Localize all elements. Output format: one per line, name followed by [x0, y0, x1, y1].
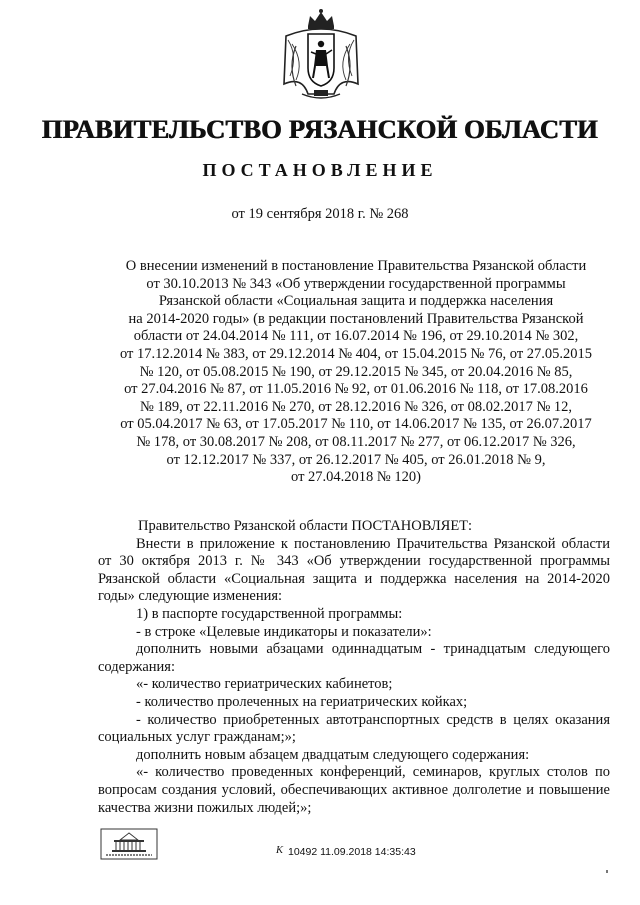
ryazan-coat-of-arms-icon — [278, 6, 364, 106]
registration-info: 10492 11.09.2018 14:35:43 — [288, 846, 416, 858]
government-title: ПРАВИТЕЛЬСТВО РЯЗАНСКОЙ ОБЛАСТИ — [41, 114, 599, 144]
body-paragraph: - в строке «Целевые индикаторы и показатели»: — [136, 623, 432, 640]
subject-line: от 17.12.2014 № 383, от 29.12.2014 № 404, от 15.04.2015 № 76, от 27.05.2015 — [119, 345, 593, 362]
body-paragraph: Внести в приложение к постановлению Прачительства Рязанской области от 30 октября 2013 г. № 343 «Об утверждении государственной программы Рязанской области «Социальная защита и поддержка населения на 2014-2020 годы» следующие изменения: — [98, 535, 610, 605]
document-subject — [96, 258, 616, 487]
document-type: ПОСТАНОВЛЕНИЕ — [202, 160, 438, 180]
subject-line: № 189, от 22.11.2016 № 270, от 28.12.2016 № 326, от 08.02.2017 № 12, — [139, 398, 573, 415]
subject-line: от 12.12.2017 № 337, от 26.12.2017 № 405, от 26.01.2018 № 9, — [166, 451, 546, 468]
registration-mark: К — [276, 845, 283, 856]
subject-line: О внесении изменений в постановление Правительства Рязанской области — [125, 258, 587, 274]
subject-line: от 05.04.2017 № 63, от 17.05.2017 № 110, от 14.06.2017 № 135, от 26.07.2017 — [120, 416, 592, 433]
body-paragraph: - количество приобретенных автотранспортных средств в целях оказания социальных услуг гражданам;»; — [98, 711, 610, 746]
body-paragraph: «- количество гериатрических кабинетов; — [136, 676, 393, 693]
subject-line: № 120, от 05.08.2015 № 190, от 29.12.2015 № 345, от 20.04.2016 № 85, — [139, 363, 573, 380]
body-paragraph: - количество пролеченных на гериатрических койках; — [136, 693, 468, 710]
subject-line: области от 24.04.2014 № 111, от 16.07.2014 № 196, от 29.10.2014 № 302, — [133, 328, 579, 345]
subject-line: на 2014-2020 годы» (в редакции постановлений Правительства Рязанской — [128, 310, 584, 327]
body-paragraph: дополнить новым абзацем двадцатым следующего содержания: — [136, 746, 530, 763]
subject-line: от 27.04.2018 № 120) — [291, 469, 421, 486]
body-paragraph: Правительство Рязанской области ПОСТАНОВЛЯЕТ: — [138, 518, 473, 534]
subject-line: Рязанской области «Социальная защита и поддержка населения — [158, 293, 554, 310]
body-paragraph: дополнить новыми абзацами одиннадцатым - тринадцатым следующего содержания: — [98, 641, 610, 675]
subject-line: от 30.10.2013 № 343 «Об утверждении государственной программы — [146, 275, 566, 292]
subject-line: № 178, от 30.08.2017 № 208, от 08.11.2017 № 277, от 06.12.2017 № 326, — [136, 433, 576, 450]
body-paragraph: «- количество проведенных конференций, семинаров, круглых столов по вопросам создания условий, обеспечивающих активное долголетие и повышение качества жизни пожилых людей;»; — [98, 764, 610, 816]
document-body — [98, 518, 610, 817]
scan-artifact — [606, 870, 608, 873]
body-paragraph: 1) в паспорте государственной программы: — [136, 605, 403, 622]
subject-line: от 27.04.2016 № 87, от 11.05.2016 № 92, от 01.06.2016 № 118, от 17.08.2016 — [124, 381, 588, 398]
building-stamp-icon — [100, 828, 158, 860]
document-footer — [100, 828, 520, 868]
document-date: от 19 сентября 2018 г. № 268 — [231, 206, 409, 222]
